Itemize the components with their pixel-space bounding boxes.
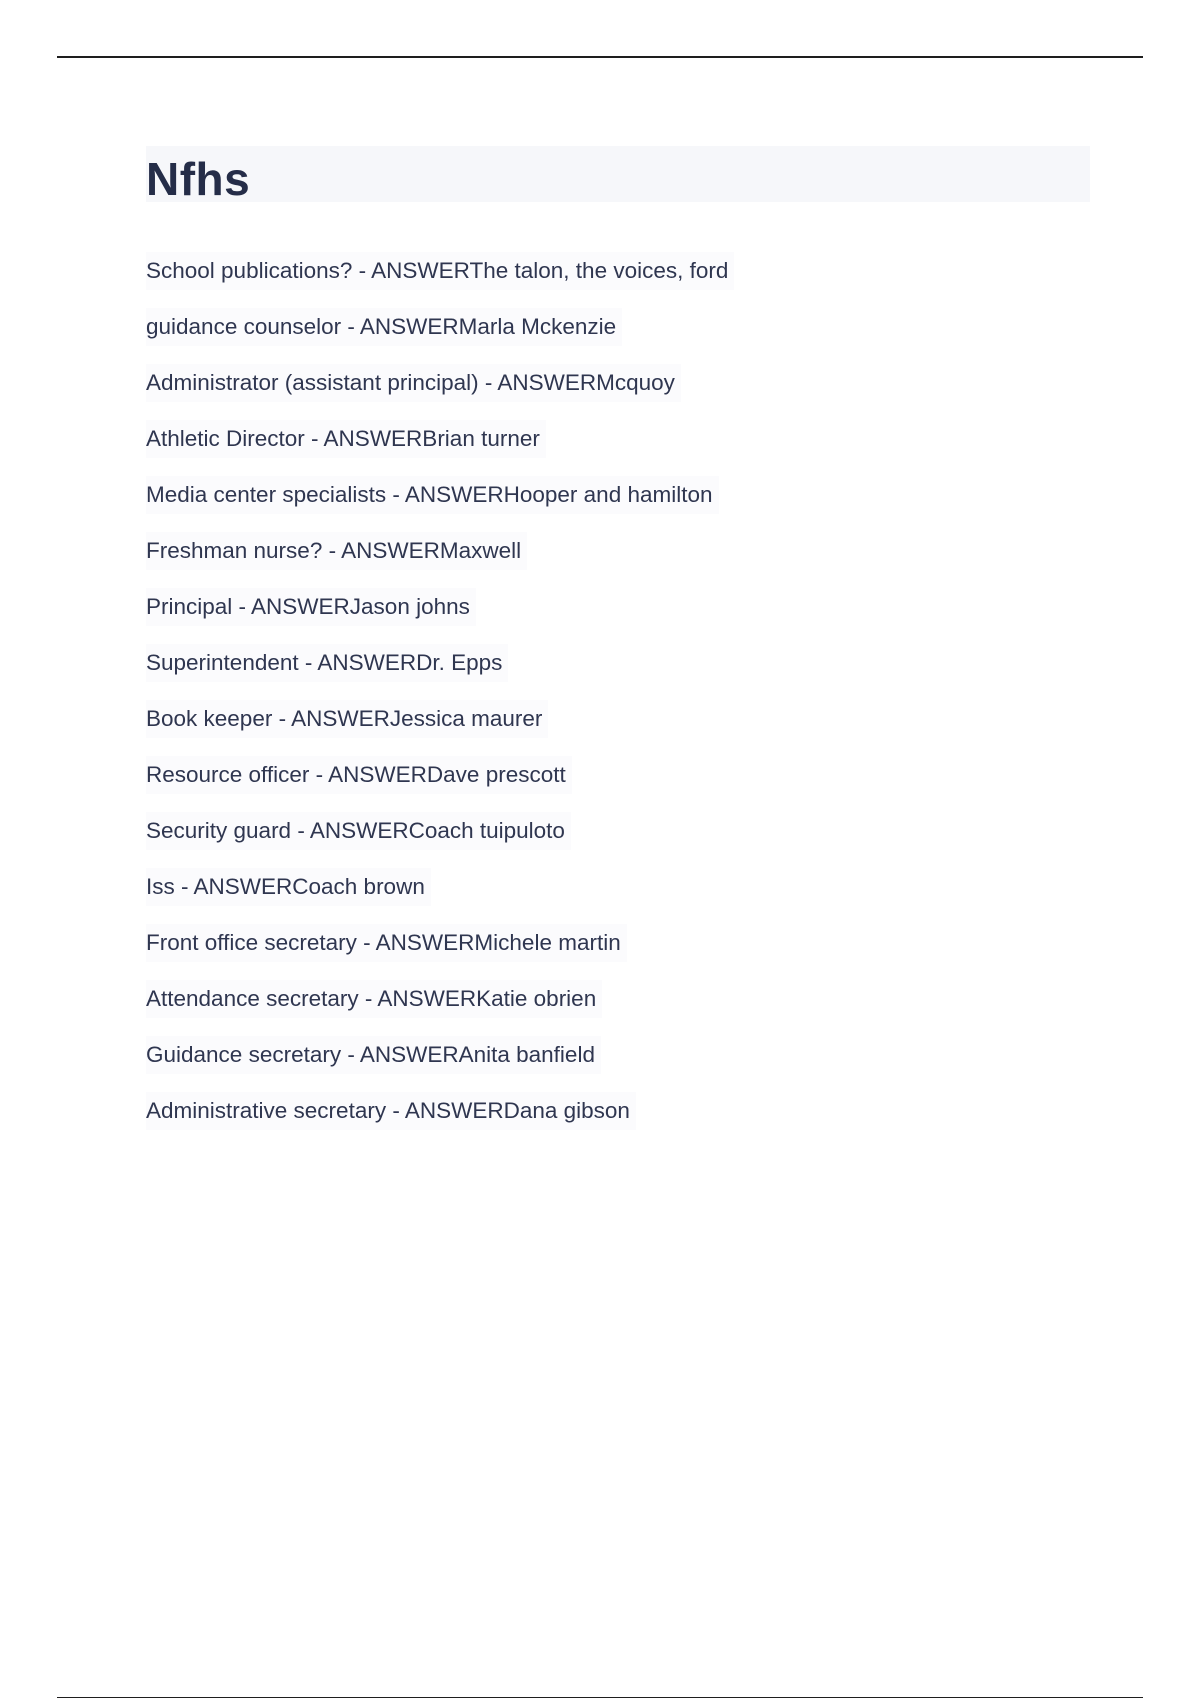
- qa-text: Guidance secretary - ANSWERAnita banfield: [146, 1036, 601, 1074]
- title-block: [146, 146, 1090, 205]
- top-rule: [57, 56, 1143, 58]
- list-item: [146, 476, 734, 532]
- list-item: [146, 644, 734, 700]
- qa-text: Principal - ANSWERJason johns: [146, 588, 476, 626]
- qa-text: Security guard - ANSWERCoach tuipuloto: [146, 812, 571, 850]
- list-item: [146, 588, 734, 644]
- qa-text: Book keeper - ANSWERJessica maurer: [146, 700, 548, 738]
- list-item: [146, 756, 734, 812]
- list-item: [146, 1092, 734, 1148]
- qa-text: Superintendent - ANSWERDr. Epps: [146, 644, 508, 682]
- list-item: [146, 812, 734, 868]
- list-item: [146, 700, 734, 756]
- qa-list: [146, 252, 734, 1148]
- list-item: [146, 420, 734, 476]
- list-item: [146, 532, 734, 588]
- bottom-rule: [57, 1697, 1143, 1698]
- qa-text: Freshman nurse? - ANSWERMaxwell: [146, 532, 527, 570]
- list-item: [146, 252, 734, 308]
- list-item: [146, 924, 734, 980]
- qa-text: Administrator (assistant principal) - ANSWERMcquoy: [146, 364, 681, 402]
- list-item: [146, 1036, 734, 1092]
- qa-text: Administrative secretary - ANSWERDana gibson: [146, 1092, 636, 1130]
- qa-text: guidance counselor - ANSWERMarla Mckenzie: [146, 308, 622, 346]
- qa-text: Athletic Director - ANSWERBrian turner: [146, 420, 546, 458]
- list-item: [146, 980, 734, 1036]
- qa-text: School publications? - ANSWERThe talon, the voices, ford: [146, 252, 734, 290]
- list-item: [146, 364, 734, 420]
- qa-text: Front office secretary - ANSWERMichele martin: [146, 924, 627, 962]
- page-title: Nfhs: [146, 153, 251, 205]
- list-item: [146, 308, 734, 364]
- qa-text: Attendance secretary - ANSWERKatie obrien: [146, 980, 602, 1018]
- qa-text: Media center specialists - ANSWERHooper and hamilton: [146, 476, 719, 514]
- qa-text: Resource officer - ANSWERDave prescott: [146, 756, 572, 794]
- qa-text: Iss - ANSWERCoach brown: [146, 868, 431, 906]
- list-item: [146, 868, 734, 924]
